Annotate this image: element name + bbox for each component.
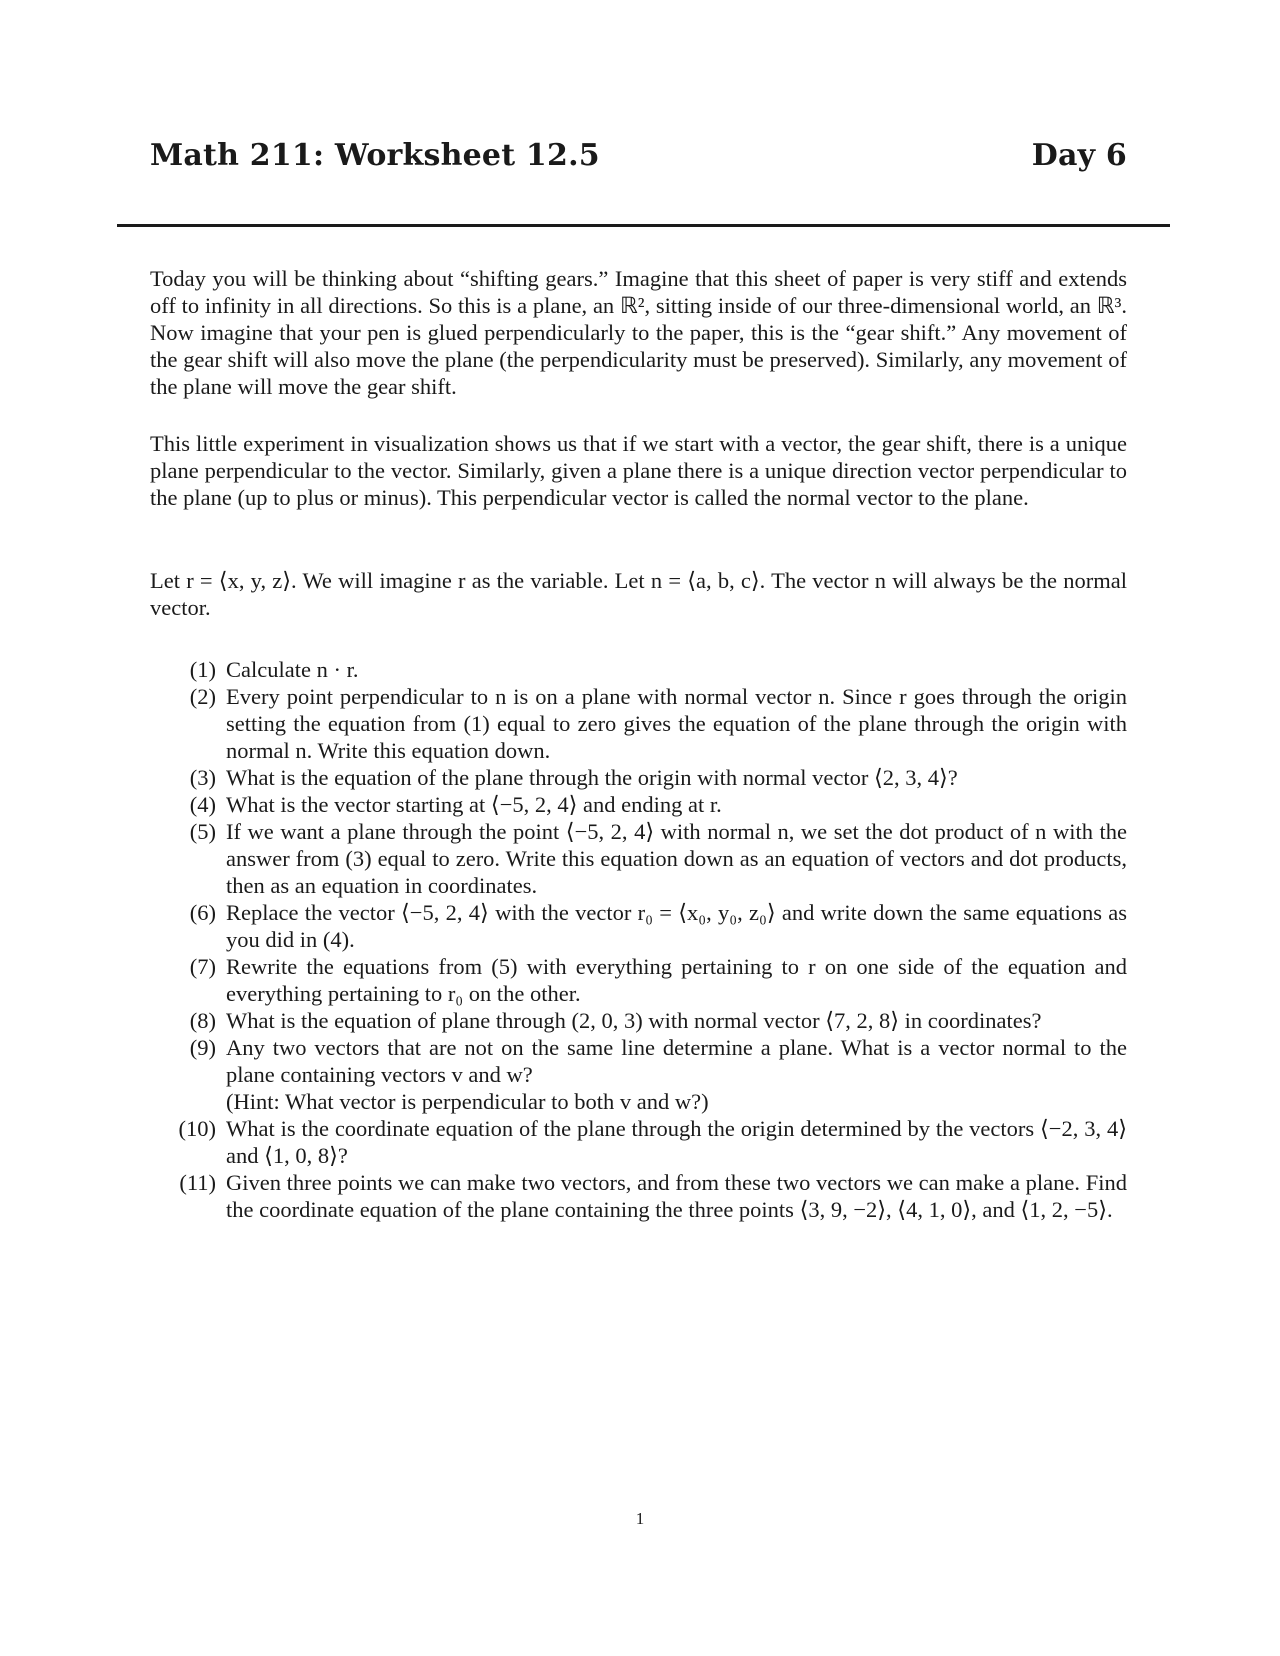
question-item <box>150 683 1127 764</box>
question-text: Given three points we can make two vectors, and from these two vectors we can make a plane. Find the coordinate equation of the plane containing the three points ⟨3, 9, −2⟩, ⟨4, 1, 0⟩, and ⟨1, 2, −5⟩. <box>226 1170 1127 1222</box>
question-list <box>150 656 1127 1223</box>
question-number: (6) <box>189 900 216 925</box>
intro-paragraph-2 <box>150 430 1127 511</box>
question-text: Any two vectors that are not on the same line determine a plane. What is a vector normal to the plane containing vectors v and w? <box>226 1035 1127 1087</box>
question-item <box>150 1169 1127 1223</box>
header-rule <box>117 224 1170 227</box>
day-label: Day 6 <box>1031 138 1127 173</box>
question-hint: (Hint: What vector is perpendicular to both v and w?) <box>226 1089 709 1114</box>
question-number: (10) <box>178 1116 216 1141</box>
question-item <box>150 1007 1127 1034</box>
question-text: What is the vector starting at ⟨−5, 2, 4⟩ and ending at r. <box>226 792 722 817</box>
question-number: (8) <box>189 1008 216 1033</box>
question-item <box>150 764 1127 791</box>
question-number: (4) <box>189 792 216 817</box>
question-text: Replace the vector ⟨−5, 2, 4⟩ with the vector r₀ = ⟨x₀, y₀, z₀⟩ and write down the same equations as you did in (4). <box>226 900 1127 952</box>
question-text: If we want a plane through the point ⟨−5, 2, 4⟩ with normal n, we set the dot product of n with the answer from (3) equal to zero. Write this equation down as an equation of vectors and dot products, then as an equation in coordinates. <box>226 819 1127 898</box>
question-number: (2) <box>189 684 216 709</box>
question-number: (9) <box>189 1035 216 1060</box>
question-number: (7) <box>189 954 216 979</box>
question-item <box>150 1115 1127 1169</box>
question-text: Rewrite the equations from (5) with everything pertaining to r on one side of the equation and everything pertaining to r₀ on the other. <box>226 954 1127 1006</box>
question-item <box>150 899 1127 953</box>
intro-paragraph-3-text: Let r = ⟨x, y, z⟩. We will imagine r as the variable. Let n = ⟨a, b, c⟩. The vector n will always be the normal vector. <box>150 568 1127 620</box>
question-number: (5) <box>189 819 216 844</box>
question-text: Every point perpendicular to n is on a plane with normal vector n. Since r goes through the origin setting the equation from (1) equal to zero gives the equation of the plane through the origin with normal n. Write this equation down. <box>226 684 1127 763</box>
question-text: What is the coordinate equation of the plane through the origin determined by the vectors ⟨−2, 3, 4⟩ and ⟨1, 0, 8⟩? <box>226 1116 1127 1168</box>
intro-paragraph-3 <box>150 567 1127 621</box>
question-number: (1) <box>189 657 216 682</box>
question-item <box>150 656 1127 683</box>
intro-paragraph-2-text: This little experiment in visualization shows us that if we start with a vector, the gear shift, there is a unique plane perpendicular to the vector. Similarly, given a plane there is a unique direction vector perpendicular to the plane (up to plus or minus). This perpendicular vector is called the normal vector to the plane. <box>150 431 1127 510</box>
question-text: What is the equation of the plane through the origin with normal vector ⟨2, 3, 4⟩? <box>226 765 958 790</box>
question-text: Calculate n · r. <box>226 657 359 682</box>
question-item <box>150 1034 1127 1115</box>
question-number: (11) <box>179 1170 216 1195</box>
page-number: 1 <box>635 1509 645 1528</box>
intro-paragraph-1 <box>150 265 1127 400</box>
question-item <box>150 818 1127 899</box>
worksheet-title: Math 211: Worksheet 12.5 <box>150 138 600 173</box>
question-text: What is the equation of plane through (2, 0, 3) with normal vector ⟨7, 2, 8⟩ in coordinates? <box>226 1008 1042 1033</box>
question-item <box>150 953 1127 1007</box>
question-number: (3) <box>189 765 216 790</box>
intro-paragraph-1-text: Today you will be thinking about “shifting gears.” Imagine that this sheet of paper is very stiff and extends off to infinity in all directions. So this is a plane, an ℝ², sitting inside of our three-dimensional world, an ℝ³. Now imagine that your pen is glued perpendicularly to the paper, this is the “gear shift.” Any movement of the gear shift will also move the plane (the perpendicularity must be preserved). Similarly, any movement of the plane will move the gear shift. <box>150 266 1127 399</box>
question-item <box>150 791 1127 818</box>
